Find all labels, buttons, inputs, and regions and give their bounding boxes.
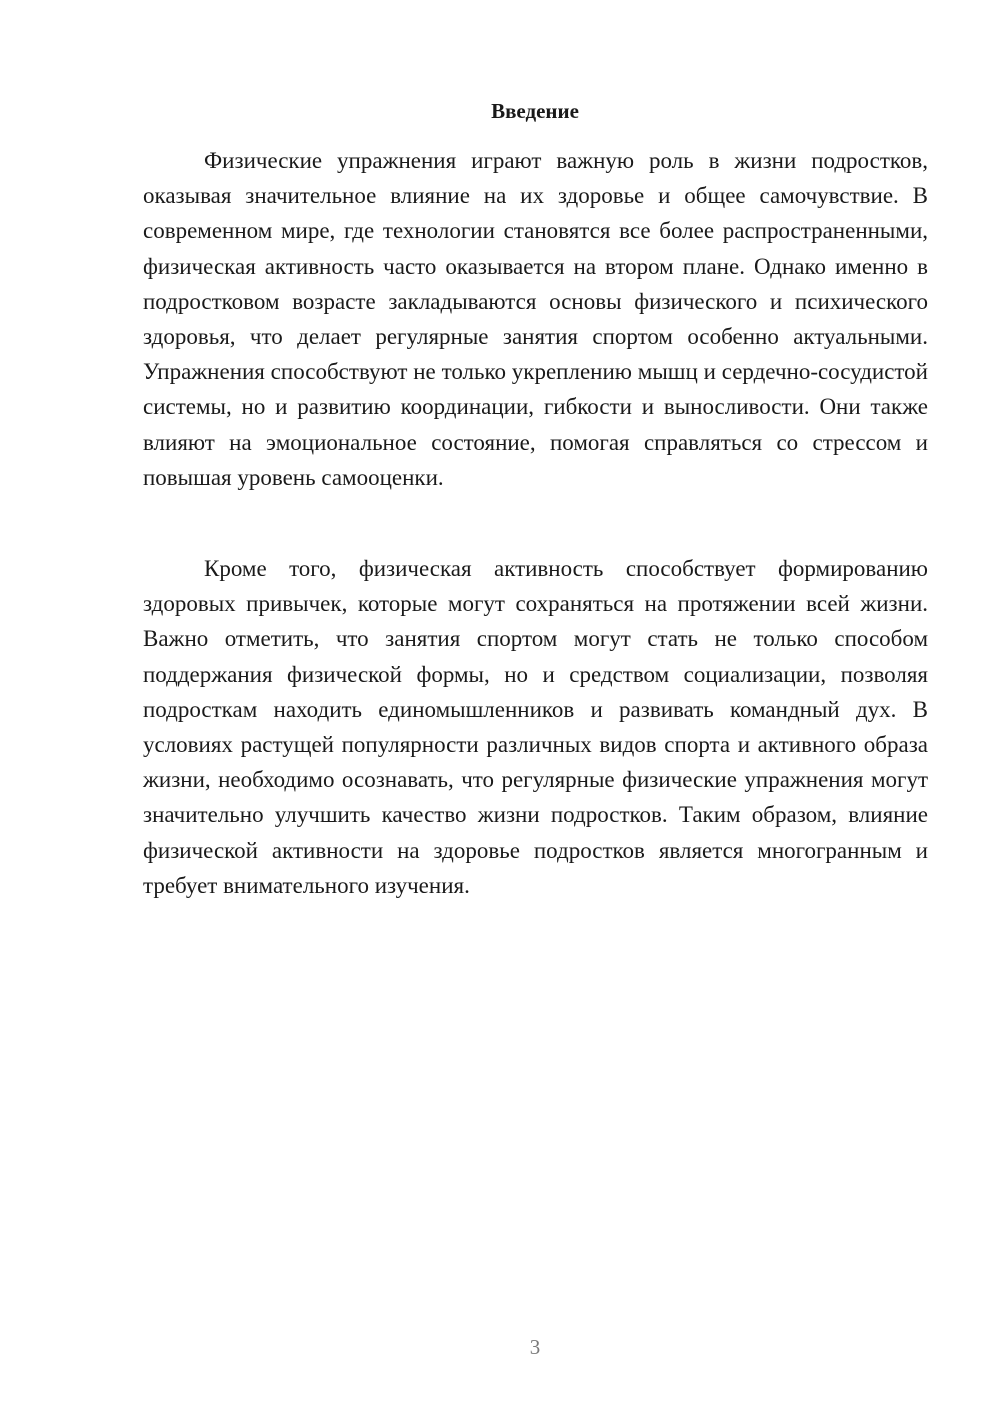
paragraph-2-text: Кроме того, физическая активность способствует формированию здоровых привычек, которые могут сохраняться на протяжении всей жизни. Важно отметить, что занятия спортом могут стать не только способом поддержания физической формы, но и средством социализации, позволяя подросткам находить единомышленников и развивать командный дух. В условиях растущей популярности различных видов спорта и активного образа жизни, необходимо осознавать, что регулярные физические упражнения могут значительно улучшить качество жизни подростков. Таким образом, влияние физической активности на здоровье подростков является многогранным и требует внимательного изучения. (143, 556, 928, 898)
paragraph-2 (143, 551, 928, 903)
section-heading: Введение (491, 99, 579, 123)
paragraph-1-text: Физические упражнения играют важную роль в жизни подростков, оказывая значительное влияние на их здоровье и общее самочувствие. В современном мире, где технологии становятся все более распространенными, физическая активность часто оказывается на втором плане. Однако именно в подростковом возрасте закладываются основы физического и психического здоровья, что делает регулярные занятия спортом особенно актуальными. Упражнения способствуют не только укреплению мышц и сердечно-сосудистой системы, но и развитию координации, гибкости и выносливости. Они также влияют на эмоциональное состояние, помогая справляться со стрессом и повышая уровень самооценки. (143, 148, 928, 490)
paragraph-1 (143, 143, 928, 495)
page-number: 3 (529, 1335, 541, 1359)
